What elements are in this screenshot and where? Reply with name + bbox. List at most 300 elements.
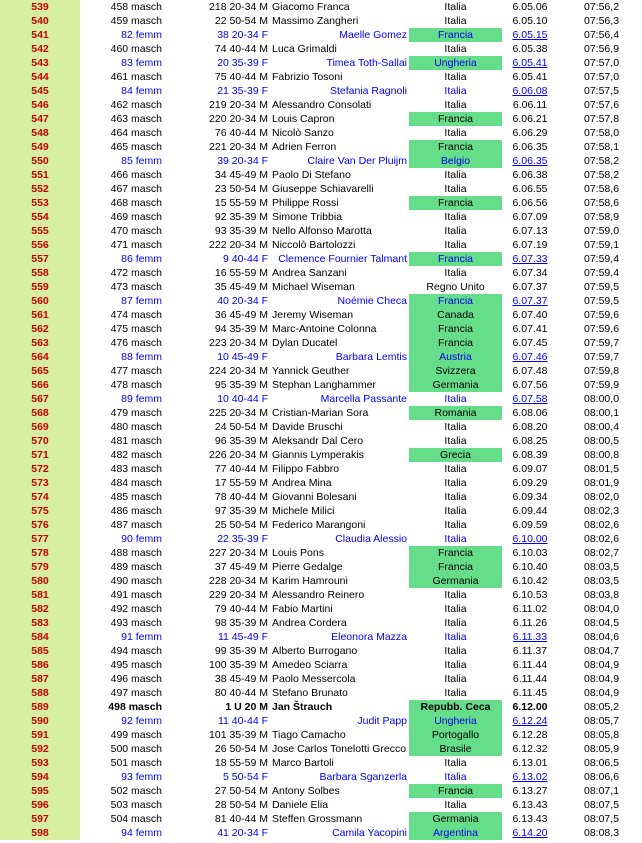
category-cell: 218 20-34 M: [209, 1, 268, 13]
category-cell: 41 20-34 F: [217, 827, 268, 839]
nationality-cell: Canada: [409, 308, 502, 322]
athlete-name-cell: Camila Yacopini: [332, 827, 407, 839]
category-cell: 9 40-44 F: [223, 253, 268, 265]
pace-cell: 6.06.11: [512, 99, 548, 111]
pace-cell: 6.07.58: [512, 393, 548, 405]
finish-time-cell: 07:58,9: [584, 211, 620, 223]
category-cell: 224 20-34 M: [209, 365, 268, 377]
nationality-cell: Francia: [409, 140, 502, 154]
sex-rank-cell: 92 femm: [121, 715, 162, 727]
pace-cell: 6.07.34: [512, 267, 548, 279]
pace-cell: 6.07.40: [512, 309, 548, 321]
athlete-name-cell: Michele Milici: [272, 505, 335, 517]
nationality-cell: Argentina: [409, 826, 502, 840]
sex-rank-cell: 504 masch: [110, 813, 162, 825]
category-cell: 223 20-34 M: [209, 337, 268, 349]
table-row: [0, 308, 642, 322]
finish-time-cell: 07:59,1: [584, 239, 620, 251]
athlete-name-cell: Jose Carlos Tonelotti Grecco: [272, 743, 407, 755]
finish-time-cell: 08:01,5: [584, 463, 620, 475]
sex-rank-cell: 83 femm: [121, 57, 162, 69]
table-row: [0, 420, 642, 434]
athlete-name-cell: Stefania Ragnoli: [329, 85, 407, 97]
nationality-cell: Francia: [409, 784, 502, 798]
table-row: [0, 756, 642, 770]
nationality-cell: Italia: [444, 99, 467, 111]
table-row: [0, 770, 642, 784]
position-cell: 561: [0, 308, 80, 322]
category-cell: 75 40-44 M: [214, 71, 268, 83]
table-row: [0, 784, 642, 798]
pace-cell: 6.09.07: [512, 463, 548, 475]
sex-rank-cell: 493 masch: [110, 617, 162, 629]
athlete-name-cell: Tiago Camacho: [272, 729, 346, 741]
nationality-cell: Francia: [409, 196, 502, 210]
pace-cell: 6.11.02: [512, 603, 548, 615]
pace-cell: 6.08.25: [512, 435, 548, 447]
pace-cell: 6.05.41: [512, 71, 548, 83]
table-row: [0, 378, 642, 392]
athlete-name-cell: Adrien Ferron: [272, 141, 337, 153]
category-cell: 101 35-39 M: [209, 729, 268, 741]
athlete-name-cell: Stephan Langhammer: [272, 379, 376, 391]
nationality-cell: Francia: [409, 336, 502, 350]
pace-cell: 6.05.38: [512, 43, 548, 55]
table-row: [0, 672, 642, 686]
table-row: [0, 728, 642, 742]
table-row: [0, 448, 642, 462]
category-cell: 76 40-44 M: [214, 127, 268, 139]
nationality-cell: Italia: [444, 267, 467, 279]
category-cell: 219 20-34 M: [209, 99, 268, 111]
pace-cell: 6.06.08: [512, 85, 548, 97]
position-cell: 586: [0, 658, 80, 672]
nationality-cell: Italia: [444, 491, 467, 503]
athlete-name-cell: Daniele Elia: [272, 799, 329, 811]
table-row: [0, 700, 642, 714]
sex-rank-cell: 93 femm: [121, 771, 162, 783]
category-cell: 22 50-54 M: [214, 15, 268, 27]
table-row: [0, 574, 642, 588]
category-cell: 228 20-34 M: [209, 575, 268, 587]
nationality-cell: Italia: [444, 589, 467, 601]
nationality-cell: Francia: [409, 294, 502, 308]
table-row: [0, 210, 642, 224]
pace-cell: 6.07.41: [512, 323, 548, 335]
sex-rank-cell: 492 masch: [110, 603, 162, 615]
pace-cell: 6.07.09: [512, 211, 548, 223]
position-cell: 577: [0, 532, 80, 546]
nationality-cell: Italia: [444, 239, 467, 251]
finish-time-cell: 07:59,4: [584, 267, 620, 279]
pace-cell: 6.12.28: [512, 729, 548, 741]
nationality-cell: Italia: [444, 799, 467, 811]
finish-time-cell: 07:59,7: [584, 337, 620, 349]
finish-time-cell: 08:01,9: [584, 477, 620, 489]
table-row: [0, 532, 642, 546]
category-cell: 96 35-39 M: [214, 435, 268, 447]
table-row: [0, 588, 642, 602]
category-cell: 27 50-54 M: [214, 785, 268, 797]
pace-cell: 6.12.00: [512, 701, 548, 713]
position-cell: 546: [0, 98, 80, 112]
category-cell: 15 55-59 M: [214, 197, 268, 209]
position-cell: 565: [0, 364, 80, 378]
sex-rank-cell: 94 femm: [121, 827, 162, 839]
nationality-cell: Regno Unito: [426, 281, 485, 293]
category-cell: 38 45-49 M: [214, 673, 268, 685]
category-cell: 77 40-44 M: [214, 463, 268, 475]
sex-rank-cell: 495 masch: [110, 659, 162, 671]
athlete-name-cell: Karim Hamrouni: [272, 575, 348, 587]
nationality-cell: Italia: [444, 477, 467, 489]
table-row: [0, 350, 642, 364]
athlete-name-cell: Antony Solbes: [272, 785, 340, 797]
finish-time-cell: 08:03,8: [584, 589, 620, 601]
position-cell: 592: [0, 742, 80, 756]
table-row: [0, 168, 642, 182]
finish-time-cell: 08:06,6: [584, 771, 620, 783]
pace-cell: 6.06.38: [512, 169, 548, 181]
finish-time-cell: 08:04,0: [584, 603, 620, 615]
table-row: [0, 364, 642, 378]
athlete-name-cell: Federico Marangoni: [272, 519, 366, 531]
category-cell: 23 50-54 M: [214, 183, 268, 195]
athlete-name-cell: Giuseppe Schiavarelli: [272, 183, 374, 195]
finish-time-cell: 07:59,6: [584, 323, 620, 335]
finish-time-cell: 07:56,2: [584, 1, 620, 13]
pace-cell: 6.07.13: [512, 225, 548, 237]
sex-rank-cell: 496 masch: [110, 673, 162, 685]
athlete-name-cell: Judit Papp: [357, 715, 407, 727]
finish-time-cell: 08:05,7: [584, 715, 620, 727]
sex-rank-cell: 478 masch: [110, 379, 162, 391]
category-cell: 80 40-44 M: [214, 687, 268, 699]
nationality-cell: Francia: [409, 28, 502, 42]
category-cell: 5 50-54 F: [223, 771, 268, 783]
nationality-cell: Italia: [444, 771, 467, 783]
finish-time-cell: 08:02,3: [584, 505, 620, 517]
sex-rank-cell: 476 masch: [110, 337, 162, 349]
position-cell: 594: [0, 770, 80, 784]
position-cell: 571: [0, 448, 80, 462]
sex-rank-cell: 86 femm: [121, 253, 162, 265]
sex-rank-cell: 470 masch: [110, 225, 162, 237]
nationality-cell: Francia: [409, 322, 502, 336]
position-cell: 583: [0, 616, 80, 630]
category-cell: 39 20-34 F: [217, 155, 268, 167]
finish-time-cell: 08:02,7: [584, 547, 620, 559]
sex-rank-cell: 481 masch: [110, 435, 162, 447]
sex-rank-cell: 497 masch: [110, 687, 162, 699]
category-cell: 97 35-39 M: [214, 505, 268, 517]
category-cell: 34 45-49 M: [214, 169, 268, 181]
sex-rank-cell: 91 femm: [121, 631, 162, 643]
nationality-cell: Italia: [444, 225, 467, 237]
table-row: [0, 336, 642, 350]
table-row: [0, 812, 642, 826]
sex-rank-cell: 501 masch: [110, 757, 162, 769]
pace-cell: 6.07.33: [512, 253, 548, 265]
category-cell: 225 20-34 M: [209, 407, 268, 419]
pace-cell: 6.07.56: [512, 379, 548, 391]
sex-rank-cell: 90 femm: [121, 533, 162, 545]
finish-time-cell: 08:06,5: [584, 757, 620, 769]
category-cell: 35 45-49 M: [214, 281, 268, 293]
pace-cell: 6.11.26: [512, 617, 548, 629]
category-cell: 16 55-59 M: [214, 267, 268, 279]
category-cell: 78 40-44 M: [214, 491, 268, 503]
position-cell: 566: [0, 378, 80, 392]
category-cell: 226 20-34 M: [209, 449, 268, 461]
finish-time-cell: 07:57,0: [584, 57, 620, 69]
pace-cell: 6.06.56: [512, 197, 548, 209]
table-row: [0, 42, 642, 56]
sex-rank-cell: 460 masch: [110, 43, 162, 55]
pace-cell: 6.05.41: [512, 57, 548, 69]
table-row: [0, 196, 642, 210]
category-cell: 10 45-49 F: [217, 351, 268, 363]
nationality-cell: Francia: [409, 112, 502, 126]
pace-cell: 6.10.53: [512, 589, 548, 601]
athlete-name-cell: Aleksandr Dal Cero: [272, 435, 364, 447]
nationality-cell: Italia: [444, 645, 467, 657]
athlete-name-cell: Fabrizio Tosoni: [272, 71, 343, 83]
table-row: [0, 280, 642, 294]
table-row: [0, 798, 642, 812]
pace-cell: 6.08.39: [512, 449, 548, 461]
finish-time-cell: 07:56,4: [584, 29, 620, 41]
category-cell: 74 40-44 M: [214, 43, 268, 55]
table-row: [0, 84, 642, 98]
finish-time-cell: 08:04,7: [584, 645, 620, 657]
nationality-cell: Austria: [409, 350, 502, 364]
position-cell: 553: [0, 196, 80, 210]
nationality-cell: Italia: [444, 673, 467, 685]
finish-time-cell: 07:58,2: [584, 155, 620, 167]
category-cell: 21 35-39 F: [217, 85, 268, 97]
finish-time-cell: 08:04,9: [584, 659, 620, 671]
table-row: [0, 742, 642, 756]
position-cell: 575: [0, 504, 80, 518]
table-row: [0, 56, 642, 70]
sex-rank-cell: 85 femm: [121, 155, 162, 167]
finish-time-cell: 07:58,0: [584, 127, 620, 139]
category-cell: 24 50-54 M: [214, 421, 268, 433]
finish-time-cell: 08:05,9: [584, 743, 620, 755]
athlete-name-cell: Noémie Checa: [337, 295, 407, 307]
sex-rank-cell: 500 masch: [110, 743, 162, 755]
table-row: [0, 182, 642, 196]
position-cell: 587: [0, 672, 80, 686]
sex-rank-cell: 89 femm: [121, 393, 162, 405]
pace-cell: 6.13.43: [512, 799, 548, 811]
athlete-name-cell: Filippo Fabbro: [272, 463, 340, 475]
position-cell: 556: [0, 238, 80, 252]
nationality-cell: Italia: [444, 757, 467, 769]
position-cell: 555: [0, 224, 80, 238]
athlete-name-cell: Alessandro Consolati: [272, 99, 372, 111]
position-cell: 591: [0, 728, 80, 742]
sex-rank-cell: 484 masch: [110, 477, 162, 489]
position-cell: 541: [0, 28, 80, 42]
position-cell: 598: [0, 826, 80, 840]
sex-rank-cell: 461 masch: [110, 71, 162, 83]
athlete-name-cell: Michael Wiseman: [272, 281, 355, 293]
position-cell: 550: [0, 154, 80, 168]
pace-cell: 6.13.27: [512, 785, 548, 797]
pace-cell: 6.05.10: [512, 15, 548, 27]
athlete-name-cell: Pierre Gedalge: [272, 561, 343, 573]
position-cell: 554: [0, 210, 80, 224]
nationality-cell: Germania: [409, 574, 502, 588]
finish-time-cell: 07:57,5: [584, 85, 620, 97]
sex-rank-cell: 488 masch: [110, 547, 162, 559]
pace-cell: 6.13.43: [512, 813, 548, 825]
pace-cell: 6.06.29: [512, 127, 548, 139]
pace-cell: 6.11.45: [512, 687, 548, 699]
athlete-name-cell: Barbara Lemtis: [335, 351, 407, 363]
finish-time-cell: 08:03,5: [584, 561, 620, 573]
pace-cell: 6.07.19: [512, 239, 548, 251]
table-row: [0, 14, 642, 28]
table-row: [0, 126, 642, 140]
finish-time-cell: 08:07,5: [584, 799, 620, 811]
finish-time-cell: 08:02,0: [584, 491, 620, 503]
athlete-name-cell: Barbara Sganzerla: [319, 771, 407, 783]
position-cell: 568: [0, 406, 80, 420]
position-cell: 596: [0, 798, 80, 812]
athlete-name-cell: Marcella Passante: [320, 393, 407, 405]
finish-time-cell: 08:02,6: [584, 533, 620, 545]
position-cell: 567: [0, 392, 80, 406]
pace-cell: 6.07.37: [512, 281, 548, 293]
athlete-name-cell: Jeremy Wiseman: [272, 309, 354, 321]
table-row: [0, 714, 642, 728]
finish-time-cell: 08:08,3: [584, 827, 620, 839]
finish-time-cell: 08:00,8: [584, 449, 620, 461]
pace-cell: 6.10.00: [512, 533, 548, 545]
athlete-name-cell: Nello Alfonso Marotta: [272, 225, 372, 237]
category-cell: 95 35-39 M: [214, 379, 268, 391]
category-cell: 36 45-49 M: [214, 309, 268, 321]
sex-rank-cell: 486 masch: [110, 505, 162, 517]
athlete-name-cell: Marc-Antoine Colonna: [272, 323, 377, 335]
nationality-cell: Romania: [409, 406, 502, 420]
table-row: [0, 658, 642, 672]
finish-time-cell: 08:04,6: [584, 631, 620, 643]
table-row: [0, 616, 642, 630]
athlete-name-cell: Giannis Lymperakis: [272, 449, 364, 461]
pace-cell: 6.06.35: [512, 155, 548, 167]
finish-time-cell: 08:00,1: [584, 407, 620, 419]
sex-rank-cell: 489 masch: [110, 561, 162, 573]
athlete-name-cell: Clemence Fournier Talmant: [278, 253, 407, 265]
position-cell: 551: [0, 168, 80, 182]
category-cell: 94 35-39 M: [214, 323, 268, 335]
table-row: [0, 504, 642, 518]
sex-rank-cell: 479 masch: [110, 407, 162, 419]
athlete-name-cell: Amedeo Sciarra: [272, 659, 348, 671]
category-cell: 1 U 20 M: [225, 701, 268, 713]
table-row: [0, 686, 642, 700]
sex-rank-cell: 477 masch: [110, 365, 162, 377]
athlete-name-cell: Dylan Ducatel: [272, 337, 338, 349]
position-cell: 585: [0, 644, 80, 658]
pace-cell: 6.09.59: [512, 519, 548, 531]
position-cell: 542: [0, 42, 80, 56]
sex-rank-cell: 465 masch: [110, 141, 162, 153]
category-cell: 99 35-39 M: [214, 645, 268, 657]
finish-time-cell: 08:04,9: [584, 673, 620, 685]
sex-rank-cell: 472 masch: [110, 267, 162, 279]
finish-time-cell: 08:02,6: [584, 519, 620, 531]
nationality-cell: Grecia: [409, 448, 502, 462]
position-cell: 559: [0, 280, 80, 294]
nationality-cell: Francia: [409, 546, 502, 560]
position-cell: 590: [0, 714, 80, 728]
category-cell: 40 20-34 F: [217, 295, 268, 307]
finish-time-cell: 07:59,9: [584, 379, 620, 391]
athlete-name-cell: Maelle Gomez: [339, 29, 407, 41]
athlete-name-cell: Claudia Alessio: [335, 533, 407, 545]
pace-cell: 6.07.45: [512, 337, 548, 349]
nationality-cell: Italia: [444, 519, 467, 531]
category-cell: 98 35-39 M: [214, 617, 268, 629]
position-cell: 562: [0, 322, 80, 336]
nationality-cell: Germania: [409, 812, 502, 826]
nationality-cell: Brasile: [409, 742, 502, 756]
finish-time-cell: 07:57,6: [584, 99, 620, 111]
position-cell: 560: [0, 294, 80, 308]
table-row: [0, 490, 642, 504]
finish-time-cell: 08:04,5: [584, 617, 620, 629]
table-row: [0, 224, 642, 238]
category-cell: 93 35-39 M: [214, 225, 268, 237]
table-row: [0, 406, 642, 420]
sex-rank-cell: 475 masch: [110, 323, 162, 335]
athlete-name-cell: Massimo Zangheri: [272, 15, 359, 27]
sex-rank-cell: 469 masch: [110, 211, 162, 223]
position-cell: 543: [0, 56, 80, 70]
nationality-cell: Ungheria: [409, 56, 502, 70]
athlete-name-cell: Davide Bruschi: [272, 421, 343, 433]
finish-time-cell: 08:00,5: [584, 435, 620, 447]
finish-time-cell: 07:58,6: [584, 183, 620, 195]
position-cell: 597: [0, 812, 80, 826]
table-row: [0, 294, 642, 308]
category-cell: 22 35-39 F: [217, 533, 268, 545]
athlete-name-cell: Cristian-Marian Sora: [272, 407, 369, 419]
finish-time-cell: 08:07,5: [584, 813, 620, 825]
nationality-cell: Italia: [444, 85, 467, 97]
table-row: [0, 434, 642, 448]
position-cell: 547: [0, 112, 80, 126]
pace-cell: 6.12.24: [512, 715, 548, 727]
finish-time-cell: 07:56,3: [584, 15, 620, 27]
table-row: [0, 546, 642, 560]
athlete-name-cell: Steffen Grossmann: [272, 813, 363, 825]
athlete-name-cell: Nicolò Sanzo: [272, 127, 334, 139]
athlete-name-cell: Paolo Messercola: [272, 673, 356, 685]
table-row: [0, 140, 642, 154]
sex-rank-cell: 458 masch: [110, 1, 162, 13]
position-cell: 579: [0, 560, 80, 574]
nationality-cell: Italia: [444, 505, 467, 517]
sex-rank-cell: 463 masch: [110, 113, 162, 125]
pace-cell: 6.11.37: [512, 645, 548, 657]
position-cell: 576: [0, 518, 80, 532]
